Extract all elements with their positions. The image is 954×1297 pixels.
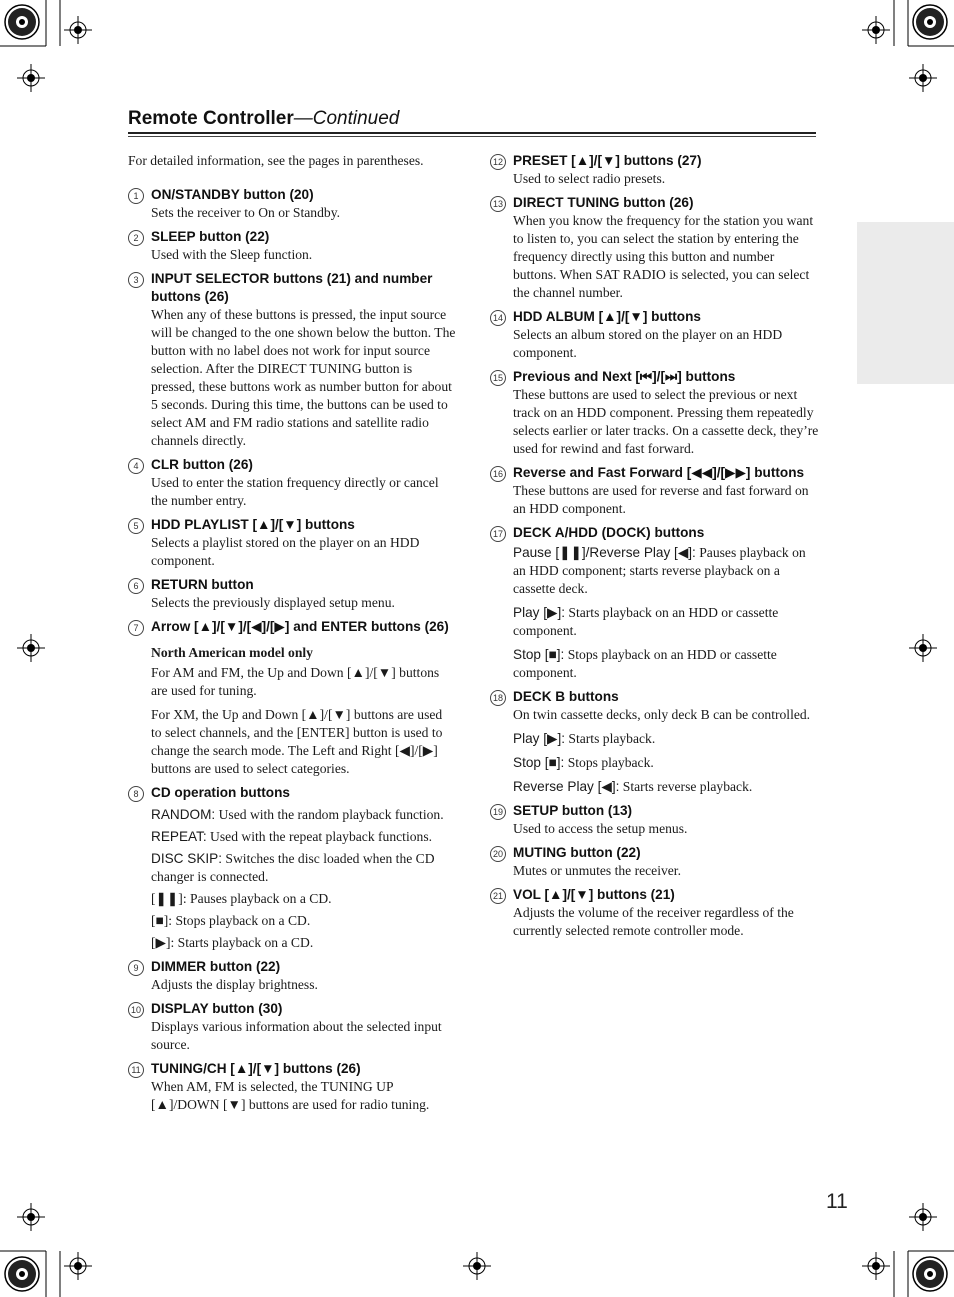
intro-text: For detailed information, see the pages in parentheses. (128, 153, 424, 168)
item-heading: CLR button (26) (151, 457, 253, 472)
item-number: 13 (490, 196, 506, 212)
list-item (128, 516, 456, 570)
item-line (151, 912, 456, 930)
item-heading: DECK B buttons (513, 689, 619, 704)
list-item (128, 1000, 456, 1054)
item-number: 15 (490, 370, 506, 386)
item-body: When AM, FM is selected, the TUNING UP [▲]/DOWN [▼] buttons are used for radio tuning. (151, 1079, 430, 1112)
item-heading: TUNING/CH [▲]/[▼] buttons (26) (151, 1061, 361, 1076)
left-column (128, 152, 456, 1120)
list-item (490, 802, 820, 838)
item-number: 4 (128, 458, 144, 474)
page-header (128, 108, 816, 137)
item-heading: RETURN button (151, 577, 254, 592)
list-item (490, 194, 820, 302)
line-text: Used with the random playback function. (215, 807, 444, 822)
line-text: [❚❚]: Pauses playback on a CD. (151, 891, 332, 906)
item-number: 12 (490, 154, 506, 170)
item-heading: HDD PLAYLIST [▲]/[▼] buttons (151, 517, 355, 532)
item-heading: Reverse and Fast Forward [◀◀]/[▶▶] buttons (513, 465, 805, 480)
item-heading: SETUP button (13) (513, 803, 633, 818)
list-item (128, 784, 456, 952)
item-line (513, 730, 820, 748)
list-item (490, 844, 820, 880)
item-body: Selects an album stored on the player on an HDD component. (513, 327, 783, 360)
item-body: On twin cassette decks, only deck B can be controlled. (513, 707, 811, 722)
line-text: Used with the repeat playback functions. (206, 829, 433, 844)
item-line (151, 890, 456, 908)
item-line (151, 828, 456, 846)
item-body: When any of these buttons is pressed, the input source will be changed to the one shown below the button. The button with no label does not work for input source selection. After the DIRECT TUNING button is pressed, these buttons work as number button for about 5 seconds. During this time, the buttons can be used to select AM and FM radio stations and satellite radio channels directly. (151, 307, 456, 448)
line-text: [▶]: Starts playback on a CD. (151, 935, 314, 950)
item-paragraph: For AM and FM, the Up and Down [▲]/[▼] buttons are used for tuning. (151, 665, 440, 698)
item-body: Used with the Sleep function. (151, 247, 313, 262)
item-paragraph: For XM, the Up and Down [▲]/[▼] buttons are used to select channels, and the [ENTER] button is used to change the search mode. The Left and Right [◀]/[▶] buttons are used to select categories. (151, 707, 443, 776)
item-number: 18 (490, 690, 506, 706)
item-heading: INPUT SELECTOR buttons (21) and number buttons (26) (151, 271, 433, 304)
item-body: Displays various information about the selected input source. (151, 1019, 442, 1052)
item-number: 1 (128, 188, 144, 204)
list-item (128, 1060, 456, 1114)
list-item (490, 524, 820, 682)
item-line (513, 778, 820, 796)
item-number: 19 (490, 804, 506, 820)
item-body: Selects the previously displayed setup menu. (151, 595, 395, 610)
item-body: Adjusts the volume of the receiver regardless of the currently selected remote controller mode. (513, 905, 794, 938)
line-label: Play [▶]: (513, 605, 566, 620)
list-item (490, 688, 820, 796)
list-item (128, 456, 456, 510)
item-body: These buttons are used to select the previous or next track on an HDD component. Pressing them repeatedly selects earlier or later tracks. On a cassette deck, they’re used for rewind and fast forward. (513, 387, 819, 456)
page-number: 11 (826, 1190, 848, 1213)
line-label: Play [▶]: (513, 731, 566, 746)
item-body: These buttons are used for reverse and fast forward on an HDD component. (513, 483, 809, 516)
item-line (513, 604, 820, 640)
item-heading: Previous and Next [⏮]/[⏭] buttons (513, 369, 736, 384)
item-line (513, 544, 820, 598)
line-label: Stop [■]: (513, 755, 565, 770)
item-heading: DECK A/HDD (DOCK) buttons (513, 525, 705, 540)
side-tab (857, 222, 954, 384)
list-item (128, 228, 456, 264)
line-text: Starts playback on an HDD or cassette component. (513, 605, 779, 638)
item-line (513, 754, 820, 772)
item-heading: SLEEP button (22) (151, 229, 270, 244)
item-heading: ON/STANDBY button (20) (151, 187, 314, 202)
item-number: 2 (128, 230, 144, 246)
item-number: 7 (128, 620, 144, 636)
list-item (128, 186, 456, 222)
item-heading: DIRECT TUNING button (26) (513, 195, 694, 210)
item-body: When you know the frequency for the station you want to listen to, you can select the station by entering the frequency directly using this button and number buttons. When SAT RADIO is selected, you can select the channel number. (513, 213, 814, 300)
line-text: Switches the disc loaded when the CD changer is connected. (151, 851, 435, 884)
line-text: Stops playback. (564, 755, 654, 770)
item-line (151, 934, 456, 952)
item-heading: PRESET [▲]/[▼] buttons (27) (513, 153, 702, 168)
item-heading: VOL [▲]/[▼] buttons (21) (513, 887, 675, 902)
item-number: 17 (490, 526, 506, 542)
line-text: [■]: Stops playback on a CD. (151, 913, 311, 928)
list-item (490, 308, 820, 362)
item-heading: Arrow [▲]/[▼]/[◀]/[▶] and ENTER buttons (26) (151, 619, 449, 634)
item-number: 9 (128, 960, 144, 976)
line-text: Pauses playback on an HDD component; starts reverse playback on a cassette deck. (513, 545, 806, 596)
list-item (128, 576, 456, 612)
item-number: 3 (128, 272, 144, 288)
item-body: Mutes or unmutes the receiver. (513, 863, 681, 878)
item-body: Used to access the setup menus. (513, 821, 688, 836)
item-number: 16 (490, 466, 506, 482)
item-body: Sets the receiver to On or Standby. (151, 205, 341, 220)
item-heading: DISPLAY button (30) (151, 1001, 283, 1016)
line-label: REPEAT: (151, 829, 207, 844)
list-item (490, 368, 820, 458)
item-body: Adjusts the display brightness. (151, 977, 318, 992)
item-line (151, 850, 456, 886)
page-title: Remote Controller (128, 108, 294, 129)
item-number: 11 (128, 1062, 144, 1078)
list-item (490, 886, 820, 940)
item-number: 5 (128, 518, 144, 534)
item-body: Selects a playlist stored on the player on an HDD component. (151, 535, 420, 568)
item-heading: CD operation buttons (151, 785, 290, 800)
line-label: Reverse Play [◀]: (513, 779, 620, 794)
line-label: RANDOM: (151, 807, 216, 822)
item-body: Used to select radio presets. (513, 171, 666, 186)
item-number: 20 (490, 846, 506, 862)
item-number: 21 (490, 888, 506, 904)
list-item (128, 270, 456, 450)
line-text: Starts playback. (565, 731, 656, 746)
item-number: 10 (128, 1002, 144, 1018)
item-number: 14 (490, 310, 506, 326)
item-subheading: North American model only (151, 645, 313, 660)
list-item (490, 152, 820, 188)
item-body: Used to enter the station frequency directly or cancel the number entry. (151, 475, 439, 508)
item-heading: MUTING button (22) (513, 845, 641, 860)
list-item (128, 958, 456, 994)
item-line (513, 646, 820, 682)
item-number: 6 (128, 578, 144, 594)
line-text: Stops playback on an HDD or cassette component. (513, 647, 777, 680)
item-heading: DIMMER button (22) (151, 959, 281, 974)
line-label: Stop [■]: (513, 647, 565, 662)
line-text: Starts reverse playback. (619, 779, 753, 794)
line-label: DISC SKIP: (151, 851, 223, 866)
right-column (490, 152, 820, 946)
list-item (490, 464, 820, 518)
header-rule-thin (128, 136, 816, 137)
item-line (151, 806, 456, 824)
item-number: 8 (128, 786, 144, 802)
list-item (128, 618, 456, 778)
page-title-continued: —Continued (293, 108, 400, 129)
item-heading: HDD ALBUM [▲]/[▼] buttons (513, 309, 701, 324)
header-rule (128, 132, 816, 134)
line-label: Pause [❚❚]/Reverse Play [◀]: (513, 545, 696, 560)
